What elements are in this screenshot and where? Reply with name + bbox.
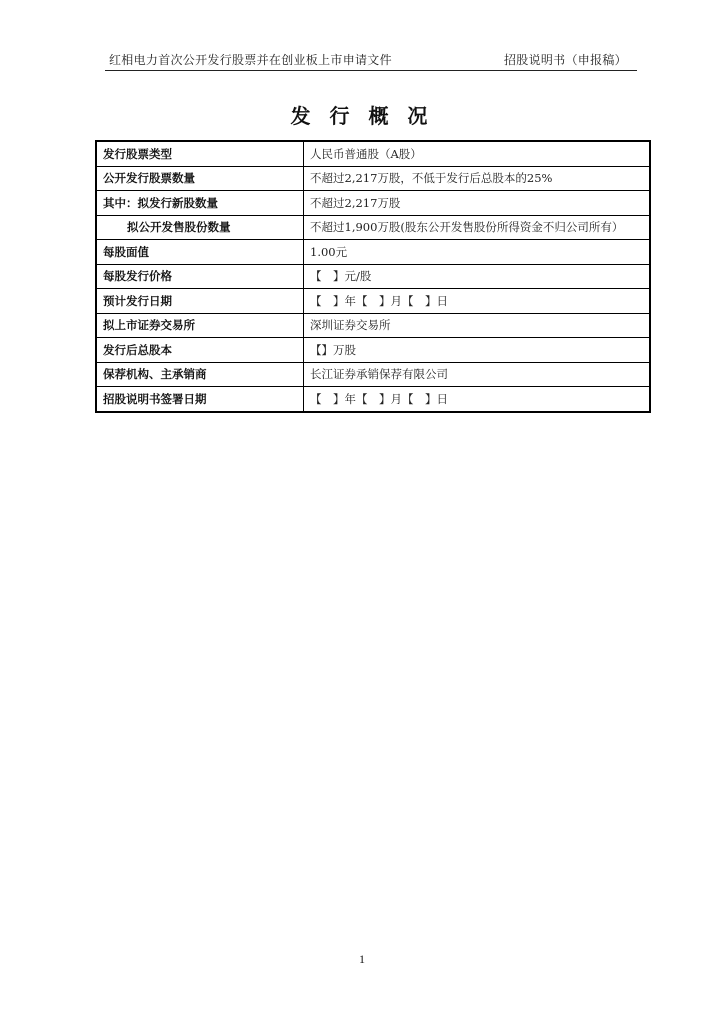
- row-value: 人民币普通股（A股）: [304, 141, 651, 166]
- table-row: [96, 215, 650, 240]
- table-row: [96, 141, 650, 166]
- table-row: [96, 191, 650, 216]
- table-row: [96, 289, 650, 314]
- page-header: [105, 52, 637, 71]
- row-label: 拟公开发售股份数量: [96, 215, 304, 240]
- row-label: 其中：拟发行新股数量: [96, 191, 304, 216]
- row-label: 保荐机构、主承销商: [96, 362, 304, 387]
- page-number: 1: [359, 952, 365, 966]
- row-label: 每股发行价格: [96, 264, 304, 289]
- row-value: 【 】年【 】月【 】日: [304, 387, 651, 412]
- row-label: 预计发行日期: [96, 289, 304, 314]
- table-row: [96, 166, 650, 191]
- offering-overview-table: [95, 140, 651, 413]
- table-row: [96, 240, 650, 265]
- table-row: [96, 362, 650, 387]
- row-value: 不超过2,217万股: [304, 191, 651, 216]
- row-label: 每股面值: [96, 240, 304, 265]
- row-value: 长江证券承销保荐有限公司: [304, 362, 651, 387]
- row-value: 不超过1,900万股(股东公开发售股份所得资金不归公司所有）: [304, 215, 651, 240]
- row-value: 【 】年【 】月【 】日: [304, 289, 651, 314]
- row-label: 发行股票类型: [96, 141, 304, 166]
- table-row: [96, 338, 650, 363]
- row-label: 拟上市证券交易所: [96, 313, 304, 338]
- table-row: [96, 387, 650, 412]
- table-row: [96, 264, 650, 289]
- page-title: 发 行 概 况: [290, 104, 434, 128]
- row-value: 深圳证券交易所: [304, 313, 651, 338]
- row-label: 招股说明书签署日期: [96, 387, 304, 412]
- row-value: 1.00元: [304, 240, 651, 265]
- row-value: 【】万股: [304, 338, 651, 363]
- header-document-title: 红相电力首次公开发行股票并在创业板上市申请文件: [109, 53, 392, 67]
- row-value: 【 】元/股: [304, 264, 651, 289]
- row-value: 不超过2,217万股，不低于发行后总股本的25%: [304, 166, 651, 191]
- row-label: 公开发行股票数量: [96, 166, 304, 191]
- header-document-type: 招股说明书（申报稿）: [503, 53, 627, 67]
- row-label: 发行后总股本: [96, 338, 304, 363]
- table-row: [96, 313, 650, 338]
